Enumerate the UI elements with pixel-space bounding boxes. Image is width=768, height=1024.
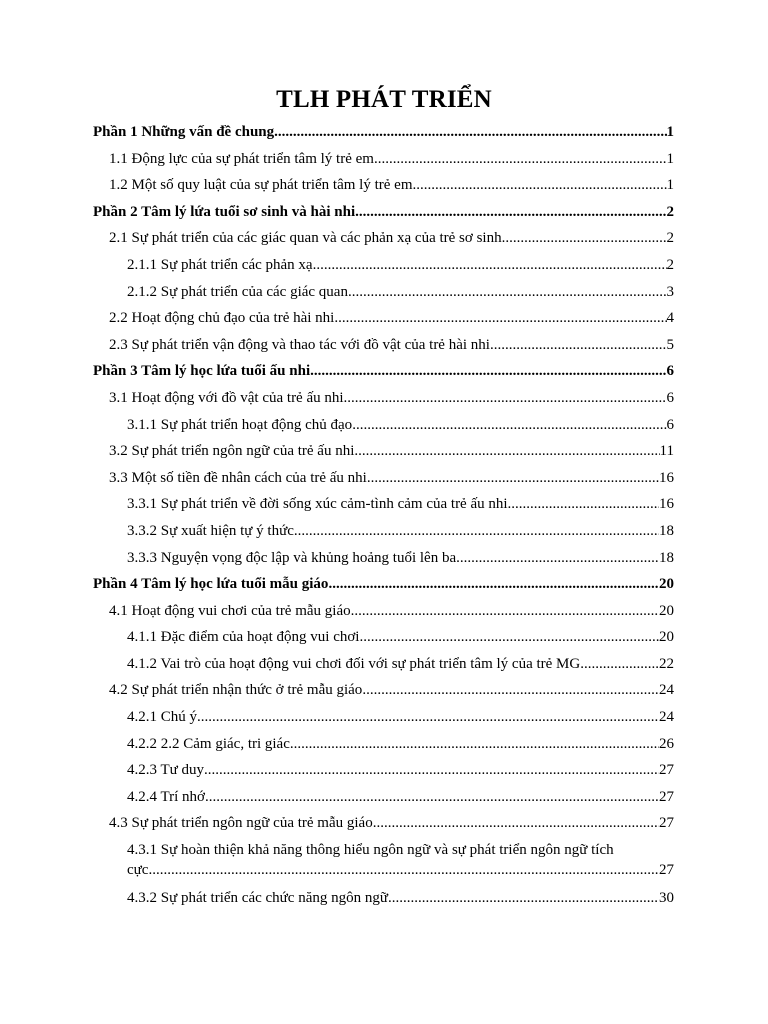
toc-entry[interactable] [93, 119, 674, 146]
toc-entry-page: 6 [666, 363, 674, 380]
toc-entry-page: 27 [659, 862, 674, 879]
toc-entry[interactable] [93, 412, 674, 439]
toc-entry-page: 11 [659, 443, 674, 460]
toc-entry-text: 2.1.2 Sự phát triển của các giác quan [127, 283, 348, 300]
toc-entry-text: 2.1 Sự phát triển của các giác quan và các phản xạ của trẻ sơ sinh [109, 230, 502, 247]
toc-entry-page: 2 [666, 230, 674, 247]
toc-entry-page: 27 [659, 762, 674, 779]
toc-entry-page: 16 [659, 469, 674, 486]
toc-entry[interactable] [93, 571, 674, 598]
toc-entry-text: 3.1.1 Sự phát triển hoạt động chủ đạo [127, 416, 353, 433]
toc-entry-text: 4.2 Sự phát triển nhận thức ở trẻ mẫu giáo [109, 682, 363, 699]
toc-entry[interactable] [93, 358, 674, 385]
toc-entry-page: 16 [659, 496, 674, 513]
toc-entry[interactable] [93, 757, 674, 784]
toc-entry-page: 20 [659, 629, 674, 646]
toc-entry-text: 3.3.3 Nguyện vọng độc lập và khủng hoảng tuổi lên ba [127, 549, 457, 566]
toc-entry[interactable] [93, 252, 674, 279]
toc-entry-text-continued: cực [127, 862, 149, 879]
toc-entry[interactable] [93, 332, 674, 359]
toc-entry[interactable] [93, 704, 674, 731]
toc-entry-page: 26 [659, 735, 674, 752]
toc-entry[interactable] [93, 385, 674, 412]
toc-entry-page: 20 [659, 602, 674, 619]
toc-entry-text: 4.2.3 Tư duy [127, 762, 205, 779]
toc-entry-page: 4 [666, 310, 674, 327]
toc-entry-text: 4.1.2 Vai trò của hoạt động vui chơi đối với sự phát triển tâm lý của trẻ MG [127, 655, 581, 672]
toc-entry-text: 3.2 Sự phát triển ngôn ngữ của trẻ ấu nhi [109, 443, 355, 460]
toc-entry-text: Phần 4 Tâm lý học lứa tuổi mẫu giáo [93, 576, 329, 593]
toc-entry[interactable] [93, 491, 674, 518]
toc-entry-text: Phần 2 Tâm lý lứa tuổi sơ sinh và hài nhi [93, 203, 356, 220]
toc-entry-text: 4.1 Hoạt động vui chơi của trẻ mẫu giáo [109, 602, 351, 619]
toc-entry[interactable] [93, 624, 674, 651]
toc-entry-text: 3.3.1 Sự phát triển về đời sống xúc cảm-tình cảm của trẻ ấu nhi [127, 496, 508, 513]
toc-entry-page: 18 [659, 549, 674, 566]
toc-entry-text: 1.2 Một số quy luật của sự phát triển tâm lý trẻ em [109, 177, 413, 194]
toc-entry-page: 1 [666, 150, 674, 167]
toc-entry-page: 22 [659, 655, 674, 672]
table-of-contents [93, 119, 674, 912]
toc-entry[interactable] [93, 225, 674, 252]
toc-entry-text: 3.1 Hoạt động với đồ vật của trẻ ấu nhi [109, 389, 344, 406]
toc-entry-page: 27 [659, 788, 674, 805]
toc-entry-text: 4.3 Sự phát triển ngôn ngữ của trẻ mẫu giáo [109, 815, 373, 832]
toc-entry-text: 4.2.2 2.2 Cảm giác, tri giác [127, 735, 290, 752]
toc-entry-text: 3.3 Một số tiền đề nhân cách của trẻ ấu nhi [109, 469, 367, 486]
toc-entry-text: 3.3.2 Sự xuất hiện tự ý thức [127, 522, 294, 539]
toc-entry-text: 4.2.4 Trí nhớ [127, 788, 205, 805]
toc-entry-page: 27 [659, 815, 674, 832]
toc-entry-text: 2.2 Hoạt động chủ đạo của trẻ hài nhi [109, 310, 335, 327]
toc-entry-page: 5 [666, 336, 674, 353]
toc-entry-text: 4.1.1 Đặc điểm của hoạt động vui chơi [127, 629, 360, 646]
toc-entry[interactable] [93, 837, 674, 885]
toc-entry-text: 2.1.1 Sự phát triển các phản xạ [127, 256, 313, 273]
toc-entry[interactable] [93, 651, 674, 678]
toc-entry[interactable] [93, 172, 674, 199]
toc-entry-page: 1 [666, 177, 674, 194]
toc-entry[interactable] [93, 305, 674, 332]
toc-entry-page: 2 [666, 256, 674, 273]
document-title: TLH PHÁT TRIỂN [276, 86, 492, 113]
toc-entry-text: 4.2.1 Chú ý [127, 709, 198, 726]
toc-entry[interactable] [93, 598, 674, 625]
toc-entry-text: 2.3 Sự phát triển vận động và thao tác với đồ vật của trẻ hài nhi [109, 336, 490, 353]
toc-entry-page: 18 [659, 522, 674, 539]
toc-entry-page: 2 [666, 203, 674, 220]
toc-entry[interactable] [93, 518, 674, 545]
toc-entry[interactable] [93, 810, 674, 837]
toc-entry[interactable] [93, 465, 674, 492]
toc-entry[interactable] [93, 199, 674, 226]
toc-entry-page: 20 [659, 576, 674, 593]
toc-entry[interactable] [93, 885, 674, 912]
toc-entry[interactable] [93, 545, 674, 572]
toc-entry[interactable] [93, 731, 674, 758]
toc-entry[interactable] [93, 438, 674, 465]
toc-entry-text: 1.1 Động lực của sự phát triển tâm lý trẻ em [109, 150, 374, 167]
toc-entry-page: 24 [659, 682, 674, 699]
toc-entry-text: 4.3.2 Sự phát triển các chức năng ngôn ngữ [127, 890, 388, 907]
toc-entry[interactable] [93, 279, 674, 306]
toc-entry-page: 24 [659, 709, 674, 726]
toc-entry-page: 6 [666, 389, 674, 406]
toc-entry[interactable] [93, 677, 674, 704]
toc-entry-text: Phần 3 Tâm lý học lứa tuổi ấu nhi [93, 363, 311, 380]
toc-entry-page: 3 [666, 283, 674, 300]
toc-entry-page: 30 [659, 890, 674, 907]
toc-entry-text: Phần 1 Những vấn đề chung [93, 124, 275, 140]
toc-entry[interactable] [93, 784, 674, 811]
toc-entry-text: 4.3.1 Sự hoàn thiện khả năng thông hiểu ngôn ngữ và sự phát triển ngôn ngữ tích [127, 842, 614, 859]
toc-entry[interactable] [93, 146, 674, 173]
toc-entry-page: 1 [666, 124, 674, 140]
toc-entry-page: 6 [666, 416, 674, 433]
